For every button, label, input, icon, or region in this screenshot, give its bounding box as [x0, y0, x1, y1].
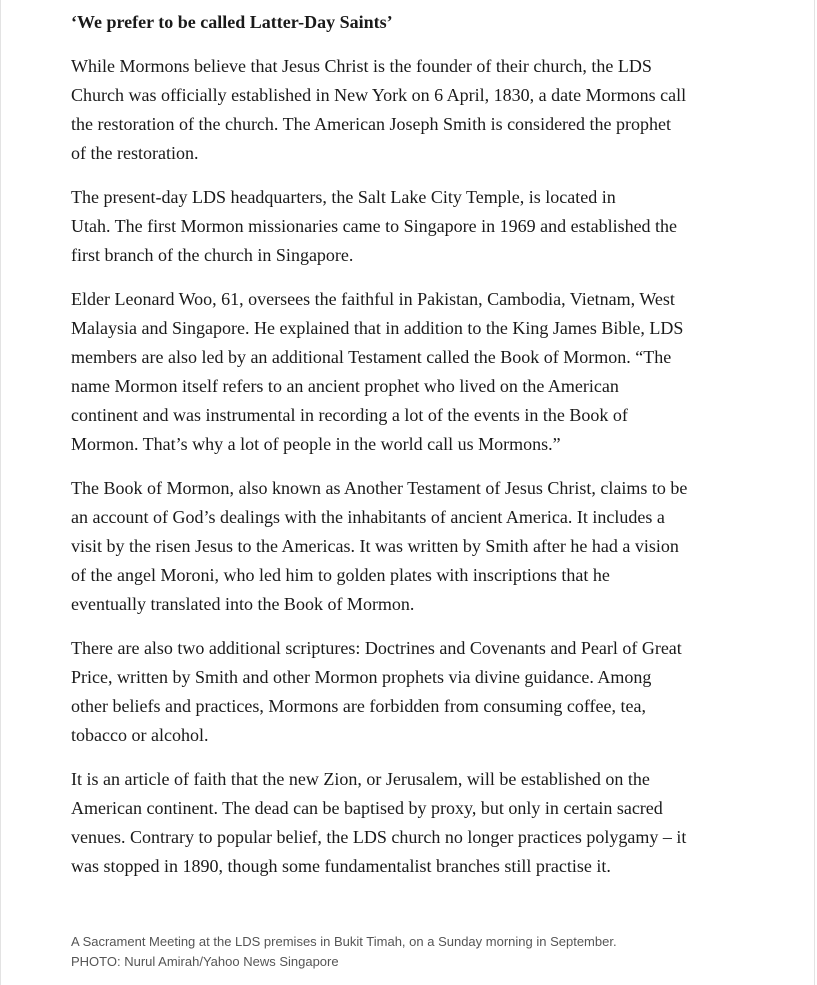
- caption-credit: PHOTO: Nurul Amirah/Yahoo News Singapore: [71, 954, 339, 969]
- paragraph-line: first branch of the church in Singapore.: [71, 245, 354, 265]
- paragraph-line: Elder Leonard Woo, 61, oversees the faithful in Pakistan, Cambodia, Vietnam, West: [71, 289, 675, 309]
- paragraph-line: Price, written by Smith and other Mormon prophets via divine guidance. Among: [71, 667, 652, 687]
- paragraph-line: venues. Contrary to popular belief, the LDS church no longer practices polygamy – it: [71, 827, 687, 847]
- paragraph-line: The present-day LDS headquarters, the Salt Lake City Temple, is located in: [71, 187, 616, 207]
- paragraph-line: eventually translated into the Book of Mormon.: [71, 594, 415, 614]
- article-paragraphs: [71, 52, 761, 881]
- article-body: [71, 8, 761, 896]
- paragraph-line: Mormon. That’s why a lot of people in the world call us Mormons.”: [71, 434, 561, 454]
- article-paragraph: [71, 52, 761, 168]
- paragraph-line: of the angel Moroni, who led him to golden plates with inscriptions that he: [71, 565, 610, 585]
- photo-caption: [71, 932, 771, 972]
- paragraph-line: other beliefs and practices, Mormons are forbidden from consuming coffee, tea,: [71, 696, 646, 716]
- article-paragraph: [71, 765, 761, 881]
- article-paragraph: [71, 474, 761, 619]
- paragraph-line: an account of God’s dealings with the inhabitants of ancient America. It includes a: [71, 507, 665, 527]
- paragraph-line: was stopped in 1890, though some fundamentalist branches still practise it.: [71, 856, 611, 876]
- paragraph-line: name Mormon itself refers to an ancient prophet who lived on the American: [71, 376, 619, 396]
- paragraph-line: Malaysia and Singapore. He explained that in addition to the King James Bible, LDS: [71, 318, 684, 338]
- paragraph-line: continent and was instrumental in recording a lot of the events in the Book of: [71, 405, 628, 425]
- paragraph-line: American continent. The dead can be baptised by proxy, but only in certain sacred: [71, 798, 663, 818]
- paragraph-line: Church was officially established in New York on 6 April, 1830, a date Mormons call: [71, 85, 687, 105]
- paragraph-line: members are also led by an additional Testament called the Book of Mormon. “The: [71, 347, 672, 367]
- article-paragraph: [71, 634, 761, 750]
- paragraph-line: the restoration of the church. The American Joseph Smith is considered the prophet: [71, 114, 672, 134]
- paragraph-line: While Mormons believe that Jesus Christ is the founder of their church, the LDS: [71, 56, 652, 76]
- paragraph-line: of the restoration.: [71, 143, 199, 163]
- paragraph-line: There are also two additional scriptures: Doctrines and Covenants and Pearl of Great: [71, 638, 682, 658]
- caption-text: A Sacrament Meeting at the LDS premises in Bukit Timah, on a Sunday morning in September.: [71, 934, 617, 949]
- article-paragraph: [71, 285, 761, 459]
- paragraph-line: visit by the risen Jesus to the Americas. It was written by Smith after he had a vision: [71, 536, 679, 556]
- section-heading: ‘We prefer to be called Latter-Day Saints’: [71, 12, 393, 32]
- paragraph-line: Utah. The first Mormon missionaries came to Singapore in 1969 and established the: [71, 216, 678, 236]
- paragraph-line: It is an article of faith that the new Zion, or Jerusalem, will be established on the: [71, 769, 650, 789]
- paragraph-line: tobacco or alcohol.: [71, 725, 209, 745]
- paragraph-line: The Book of Mormon, also known as Another Testament of Jesus Christ, claims to be: [71, 478, 688, 498]
- article-paragraph: [71, 183, 761, 270]
